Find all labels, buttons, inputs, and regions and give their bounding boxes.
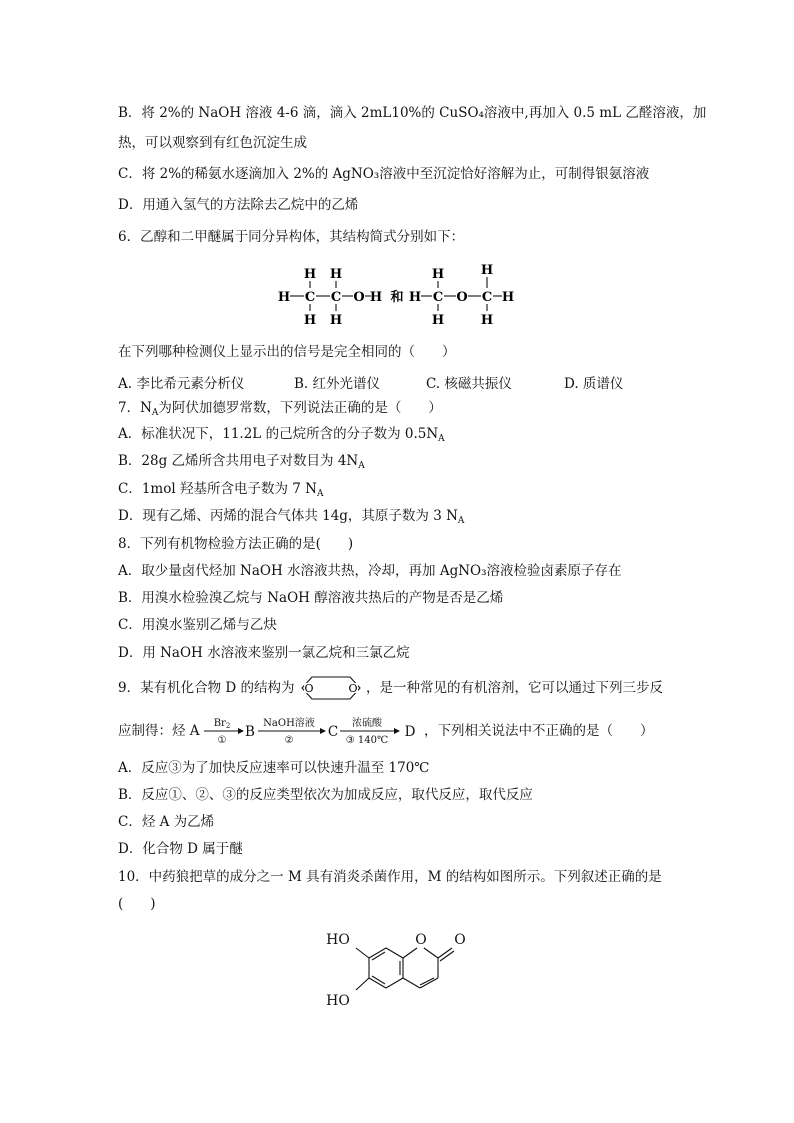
h: H bbox=[303, 313, 317, 328]
reagent-naoh: NaOH溶液 bbox=[263, 718, 315, 729]
q10-structure bbox=[318, 920, 478, 1015]
q5-option-b-line2: 热，可以观察到有红色沉淀生成 bbox=[118, 135, 307, 151]
q8-option-d: D．用 NaOH 水溶液来鉴别一氯乙烷和三氯乙烷 bbox=[118, 645, 410, 661]
question-6-stem: 6．乙醇和二甲醚属于同分异构体，其结构简式分别如下： bbox=[118, 229, 465, 245]
q8-option-a: A．取少量卤代烃加 NaOH 水溶液共热，冷却，再加 AgNO₃溶液检验卤素原子存在 bbox=[118, 563, 622, 579]
h: H bbox=[329, 267, 343, 282]
o: O bbox=[353, 290, 365, 305]
q6-option-b: B. 红外光谱仪 bbox=[294, 376, 381, 392]
reagent-h2so4: 浓硫酸 bbox=[352, 718, 382, 729]
h: H bbox=[480, 313, 494, 328]
h: H bbox=[369, 290, 383, 305]
h: H bbox=[303, 267, 317, 282]
question-9-stem-part1: 9．某有机化合物 D 的结构为 bbox=[118, 680, 295, 696]
ho-top-label: HO bbox=[326, 932, 350, 948]
h: H bbox=[277, 290, 291, 305]
ring-o-right: O bbox=[348, 682, 358, 695]
question-6-prompt: 在下列哪种检测仪上显示出的信号是完全相同的（ ） bbox=[118, 344, 456, 360]
q7-option-a: A．标准状况下，11.2L 的己烷所含的分子数为 $0.5N_A$ bbox=[118, 426, 445, 444]
ho-bottom-label: HO bbox=[326, 993, 350, 1009]
question-10-stem: 10．中药狼把草的成分之一 M 具有消炎杀菌作用，M 的结构如图所示。下列叙述正确的是 bbox=[118, 869, 662, 885]
reagent-br2: $Br_2$ bbox=[213, 718, 231, 730]
q9-option-d: D．化合物 D 属于醚 bbox=[118, 841, 243, 857]
q5-option-b-line1: B．将 2%的 NaOH 溶液 4-6 滴，滴入 2mL10%的 CuSO₄溶液中,再加入 0.5 mL 乙醛溶液，加 bbox=[118, 105, 707, 121]
q8-option-b: B．用溴水检验溴乙烷与 NaOH 醇溶液共热后的产物是否是乙烯 bbox=[118, 590, 504, 606]
q6-option-c: C. 核磁共振仪 bbox=[426, 376, 512, 392]
h: H bbox=[408, 290, 422, 305]
question-7-stem: 7．$N_A$为阿伏加德罗常数，下列说法正确的是（ ） bbox=[118, 400, 442, 418]
h: H bbox=[431, 267, 445, 282]
compound-b: B bbox=[245, 724, 255, 740]
q9-option-c: C．烃 A 为乙烯 bbox=[118, 814, 215, 830]
h: H bbox=[431, 313, 445, 328]
step-3-label: ③ 140℃ bbox=[345, 735, 389, 746]
step-2-label: ② bbox=[284, 735, 294, 746]
question-10-bracket: ( ) bbox=[118, 896, 156, 912]
h: H bbox=[501, 290, 515, 305]
q7-option-d: D．现有乙烯、丙烯的混合气体共 14g，其原子数为 3 $N_A$ bbox=[118, 508, 465, 526]
compound-d: D bbox=[404, 724, 416, 740]
ring-o-left: O bbox=[304, 682, 314, 695]
q6-option-d: D. 质谱仪 bbox=[564, 376, 624, 392]
question-9-reaction-label: 应制得：烃 A bbox=[118, 723, 200, 739]
q7-option-c: C．1mol 羟基所含电子数为 7 $N_A$ bbox=[118, 481, 324, 499]
q9-option-b: B．反应①、②、③的反应类型依次为加成反应，取代反应，取代反应 bbox=[118, 787, 533, 803]
h: H bbox=[480, 263, 494, 278]
compound-c: C bbox=[327, 724, 339, 740]
q6-structures bbox=[270, 260, 530, 330]
q8-option-c: C．用溴水鉴别乙烯与乙炔 bbox=[118, 617, 277, 633]
q5-option-d: D．用通入氢气的方法除去乙烷中的乙烯 bbox=[118, 197, 359, 213]
o: O bbox=[456, 290, 468, 305]
carbonyl-oxygen-label: O bbox=[454, 932, 466, 948]
c: C bbox=[481, 290, 493, 305]
c: C bbox=[304, 290, 316, 305]
question-9-prompt: ，下列相关说法中不正确的是（ ） bbox=[424, 723, 654, 739]
ring-oxygen-label: O bbox=[415, 932, 427, 948]
reaction-scheme bbox=[202, 712, 420, 748]
dioxane-structure-icon bbox=[298, 673, 364, 703]
question-9-stem-part2: ，是一种常见的有机溶剂，它可以通过下列三步反 bbox=[366, 680, 663, 696]
c: C bbox=[330, 290, 342, 305]
and-label: 和 bbox=[390, 290, 404, 305]
q5-option-c: C．将 2%的稀氨水逐滴加入 2%的 AgNO₃溶液中至沉淀恰好溶解为止，可制得银氨溶液 bbox=[118, 166, 650, 182]
q7-option-b: B．28g 乙烯所含共用电子对数目为 $4N_A$ bbox=[118, 453, 365, 471]
q9-option-a: A．反应③为了加快反应速率可以快速升温至 170℃ bbox=[118, 760, 430, 776]
h: H bbox=[329, 313, 343, 328]
q6-option-a: A. 李比希元素分析仪 bbox=[118, 376, 245, 392]
c: C bbox=[432, 290, 444, 305]
question-8-stem: 8．下列有机物检验方法正确的是( ) bbox=[118, 536, 354, 552]
step-1-label: ① bbox=[217, 735, 227, 746]
